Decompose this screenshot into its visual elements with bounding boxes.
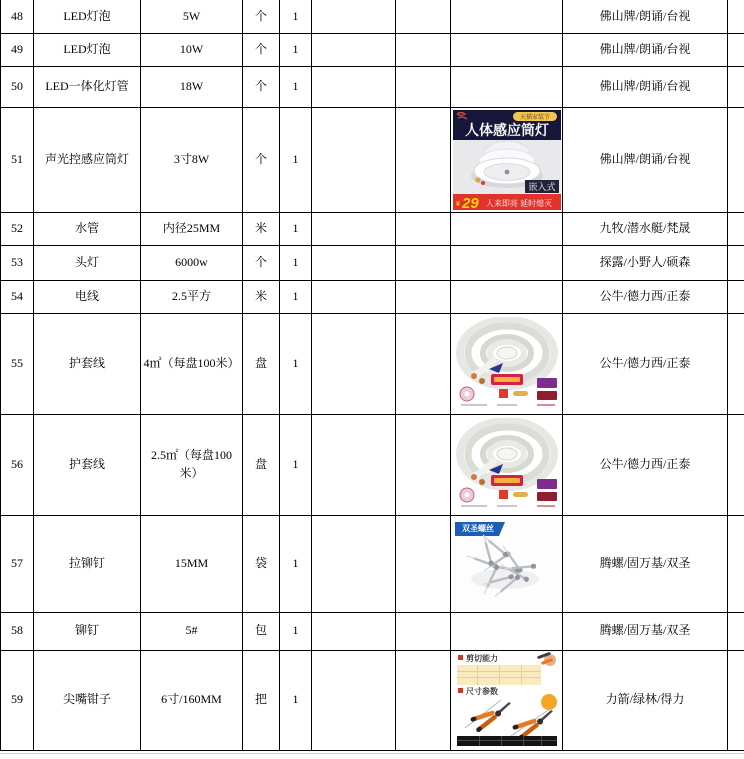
badge-circle — [541, 694, 557, 710]
table-row — [1, 280, 744, 313]
overflow-cell — [728, 0, 744, 33]
spec-cell[interactable]: 5W — [141, 0, 243, 33]
brand-cell[interactable]: 九牧/潜水艇/梵晟 — [563, 212, 728, 245]
spec-cell[interactable]: 2.5平方 — [141, 280, 243, 313]
quantity-cell[interactable]: 1 — [280, 107, 312, 212]
bonus-label — [537, 378, 557, 388]
spec-cell[interactable]: 5# — [141, 612, 243, 650]
price-tagline: 人来即亮 延时熄灭 — [485, 198, 551, 208]
product-image-cell[interactable] — [451, 515, 563, 612]
quantity-cell[interactable]: 1 — [280, 66, 312, 107]
empty-cell[interactable] — [312, 212, 396, 245]
pliers-product-image[interactable] — [453, 652, 561, 748]
empty-cell[interactable] — [396, 212, 451, 245]
overflow-cell — [728, 66, 744, 107]
row-number-cell[interactable]: 55 — [1, 313, 34, 414]
unit-cell[interactable]: 米 — [243, 212, 280, 245]
copper-conductor — [479, 378, 485, 384]
quantity-cell[interactable]: 1 — [280, 612, 312, 650]
fineprint-line — [461, 505, 487, 507]
gift-icon — [499, 389, 508, 398]
item-name-cell[interactable]: 护套线 — [34, 313, 141, 414]
product-image-cell[interactable] — [451, 650, 563, 750]
empty-cell[interactable] — [312, 33, 396, 66]
overflow-cell — [728, 414, 744, 515]
item-name-cell[interactable]: 铆钉 — [34, 612, 141, 650]
brand-cell[interactable]: 探露/小野人/硕森 — [563, 245, 728, 280]
overflow-cell — [728, 650, 744, 750]
unit-cell[interactable]: 包 — [243, 612, 280, 650]
quantity-cell[interactable]: 1 — [280, 33, 312, 66]
coil-center — [497, 347, 517, 359]
empty-cell[interactable] — [396, 66, 451, 107]
brand-cell[interactable]: 佛山牌/朗诵/台视 — [563, 0, 728, 33]
table-line — [521, 665, 522, 685]
row-number-cell[interactable]: 59 — [1, 650, 34, 750]
quantity-cell[interactable]: 1 — [280, 245, 312, 280]
empty-cell[interactable] — [312, 280, 396, 313]
cropped-next-row — [0, 751, 744, 759]
spec-table-line — [501, 736, 502, 746]
product-image-cell[interactable] — [451, 245, 563, 280]
unit-cell[interactable]: 个 — [243, 33, 280, 66]
brand-cell[interactable]: 公牛/德力西/正泰 — [563, 414, 728, 515]
tape-roll-hole — [464, 391, 469, 396]
table-row — [1, 414, 744, 515]
price-text: 29 — [461, 195, 479, 210]
empty-cell[interactable] — [312, 313, 396, 414]
mount-type-text: 嵌入式 — [528, 181, 555, 192]
product-image-cell[interactable] — [451, 612, 563, 650]
brand-cell[interactable]: 公牛/德力西/正泰 — [563, 280, 728, 313]
row-number-cell[interactable]: 52 — [1, 212, 34, 245]
product-image-cell[interactable] — [451, 212, 563, 245]
table-row — [1, 650, 744, 750]
bonus-label — [537, 479, 557, 489]
quantity-cell[interactable]: 1 — [280, 280, 312, 313]
unit-cell[interactable]: 米 — [243, 280, 280, 313]
empty-cell[interactable] — [396, 414, 451, 515]
unit-cell[interactable]: 个 — [243, 107, 280, 212]
spec-table-line — [541, 736, 542, 746]
brand-cell[interactable]: 腾螺/固万基/双圣 — [563, 612, 728, 650]
gift-icon — [499, 490, 508, 499]
cable-product-image[interactable] — [453, 418, 561, 512]
spec-table-line — [479, 736, 480, 746]
empty-cell[interactable] — [312, 245, 396, 280]
overflow-cell — [728, 33, 744, 66]
empty-cell[interactable] — [312, 0, 396, 33]
gift-icon — [513, 492, 528, 497]
promo-banner-text: 天猫家装节 — [519, 113, 549, 121]
quantity-cell[interactable]: 1 — [280, 212, 312, 245]
rivets-product-image[interactable] — [453, 519, 561, 609]
product-image-cell[interactable] — [451, 66, 563, 107]
gift-icon — [513, 391, 528, 396]
empty-cell[interactable] — [312, 612, 396, 650]
bonus-label — [537, 492, 557, 501]
item-name-cell[interactable]: 头灯 — [34, 245, 141, 280]
row-number-cell[interactable]: 53 — [1, 245, 34, 280]
sensor-dot — [504, 169, 509, 174]
unit-cell[interactable]: 个 — [243, 0, 280, 33]
unit-cell[interactable]: 把 — [243, 650, 280, 750]
empty-cell[interactable] — [312, 414, 396, 515]
promo-badge-inner — [494, 377, 520, 382]
row-number-cell[interactable]: 50 — [1, 66, 34, 107]
spec-cell[interactable]: 6寸/160MM — [141, 650, 243, 750]
row-number-cell[interactable]: 48 — [1, 0, 34, 33]
coil-center — [497, 448, 517, 460]
empty-cell[interactable] — [396, 33, 451, 66]
empty-cell[interactable] — [312, 66, 396, 107]
spec-cell[interactable]: 2.5㎡（每盘100米） — [141, 414, 243, 515]
item-name-cell[interactable]: LED灯泡 — [34, 0, 141, 33]
table-row — [1, 515, 744, 612]
brand-cell[interactable]: 公牛/德力西/正泰 — [563, 313, 728, 414]
copper-conductor — [479, 479, 485, 485]
table-line — [499, 665, 500, 685]
brand-cell[interactable]: 佛山牌/朗诵/台视 — [563, 107, 728, 212]
overflow-cell — [728, 107, 744, 212]
row-number-cell[interactable]: 56 — [1, 414, 34, 515]
item-name-cell[interactable]: LED一体化灯管 — [34, 66, 141, 107]
items-table-body — [1, 0, 744, 750]
cable-product-image[interactable] — [453, 317, 561, 411]
section-bullet — [458, 688, 463, 693]
brand-cell[interactable]: 腾螺/固万基/双圣 — [563, 515, 728, 612]
empty-cell[interactable] — [396, 107, 451, 212]
unit-cell[interactable]: 个 — [243, 66, 280, 107]
empty-cell[interactable] — [396, 0, 451, 33]
spec-cell[interactable]: 15MM — [141, 515, 243, 612]
table-line — [477, 665, 478, 685]
table-row — [1, 33, 744, 66]
row-number-cell[interactable]: 57 — [1, 515, 34, 612]
item-name-cell[interactable]: 护套线 — [34, 414, 141, 515]
fineprint-line — [537, 505, 555, 507]
wire-tip — [475, 177, 480, 182]
item-name-cell[interactable]: LED灯泡 — [34, 33, 141, 66]
item-name-cell[interactable]: 拉铆钉 — [34, 515, 141, 612]
table-row — [1, 107, 744, 212]
overflow-cell — [728, 515, 744, 612]
fineprint-line — [497, 404, 517, 406]
unit-cell[interactable]: 个 — [243, 245, 280, 280]
ribbon-text: 双圣螺丝 — [462, 523, 494, 533]
overflow-cell — [728, 612, 744, 650]
fineprint-line — [537, 404, 555, 406]
fineprint-line — [497, 505, 517, 507]
product-image-cell[interactable] — [451, 414, 563, 515]
empty-cell[interactable] — [396, 245, 451, 280]
item-name-cell[interactable]: 水管 — [34, 212, 141, 245]
brand-cell[interactable]: 佛山牌/朗诵/台视 — [563, 66, 728, 107]
empty-cell[interactable] — [396, 515, 451, 612]
row-number-cell[interactable]: 58 — [1, 612, 34, 650]
promo-badge-inner — [494, 478, 520, 483]
copper-conductor — [471, 373, 477, 379]
overflow-cell — [728, 212, 744, 245]
spec-cell[interactable]: 10W — [141, 33, 243, 66]
currency-symbol: ¥ — [456, 201, 460, 208]
overflow-cell — [728, 280, 744, 313]
spec-cell[interactable]: 6000w — [141, 245, 243, 280]
unit-cell[interactable]: 袋 — [243, 515, 280, 612]
item-name-cell[interactable]: 尖嘴钳子 — [34, 650, 141, 750]
item-name-cell[interactable]: 电线 — [34, 280, 141, 313]
empty-cell[interactable] — [396, 313, 451, 414]
brand-cell[interactable]: 佛山牌/朗诵/台视 — [563, 33, 728, 66]
table-row — [1, 245, 744, 280]
empty-cell[interactable] — [396, 650, 451, 750]
product-image-cell[interactable] — [451, 0, 563, 33]
table-row — [1, 612, 744, 650]
table-row — [1, 66, 744, 107]
table-row — [1, 0, 744, 33]
downlight-product-image[interactable] — [453, 110, 561, 210]
unit-cell[interactable]: 盘 — [243, 313, 280, 414]
bonus-label — [537, 391, 557, 400]
spec-cell[interactable]: 18W — [141, 66, 243, 107]
spec-cell[interactable]: 3寸8W — [141, 107, 243, 212]
brand-cell[interactable]: 力箭/绿林/得力 — [563, 650, 728, 750]
empty-cell[interactable] — [312, 107, 396, 212]
tape-roll-hole — [464, 492, 469, 497]
empty-cell[interactable] — [312, 515, 396, 612]
unit-cell[interactable]: 盘 — [243, 414, 280, 515]
copper-conductor — [471, 474, 477, 480]
row-number-cell[interactable]: 54 — [1, 280, 34, 313]
spec-cell[interactable]: 内径25MM — [141, 212, 243, 245]
empty-cell[interactable] — [312, 650, 396, 750]
overflow-cell — [728, 313, 744, 414]
spec-cell[interactable]: 4㎡（每盘100米） — [141, 313, 243, 414]
quantity-cell[interactable]: 1 — [280, 650, 312, 750]
empty-cell[interactable] — [396, 280, 451, 313]
empty-cell[interactable] — [396, 612, 451, 650]
product-image-cell[interactable] — [451, 280, 563, 313]
spec-table-line — [523, 736, 524, 746]
wire-tip — [481, 181, 485, 185]
quantity-cell[interactable]: 1 — [280, 515, 312, 612]
overflow-cell — [728, 245, 744, 280]
table-row — [1, 212, 744, 245]
item-name-cell[interactable]: 声光控感应筒灯 — [34, 107, 141, 212]
quantity-cell[interactable]: 1 — [280, 0, 312, 33]
fineprint-line — [461, 404, 487, 406]
row-number-cell[interactable]: 51 — [1, 107, 34, 212]
quantity-cell[interactable]: 1 — [280, 414, 312, 515]
product-image-cell[interactable] — [451, 107, 563, 212]
table-row — [1, 313, 744, 414]
product-title: 人体感应筒灯 — [465, 122, 549, 138]
product-image-cell[interactable] — [451, 313, 563, 414]
quantity-cell[interactable]: 1 — [280, 313, 312, 414]
section2-title: 尺寸参数 — [466, 686, 498, 696]
row-number-cell[interactable]: 49 — [1, 33, 34, 66]
section1-title: 剪切能力 — [466, 653, 498, 663]
next-row-gridline — [0, 753, 744, 754]
section-bullet — [458, 655, 463, 660]
product-image-cell[interactable] — [451, 33, 563, 66]
